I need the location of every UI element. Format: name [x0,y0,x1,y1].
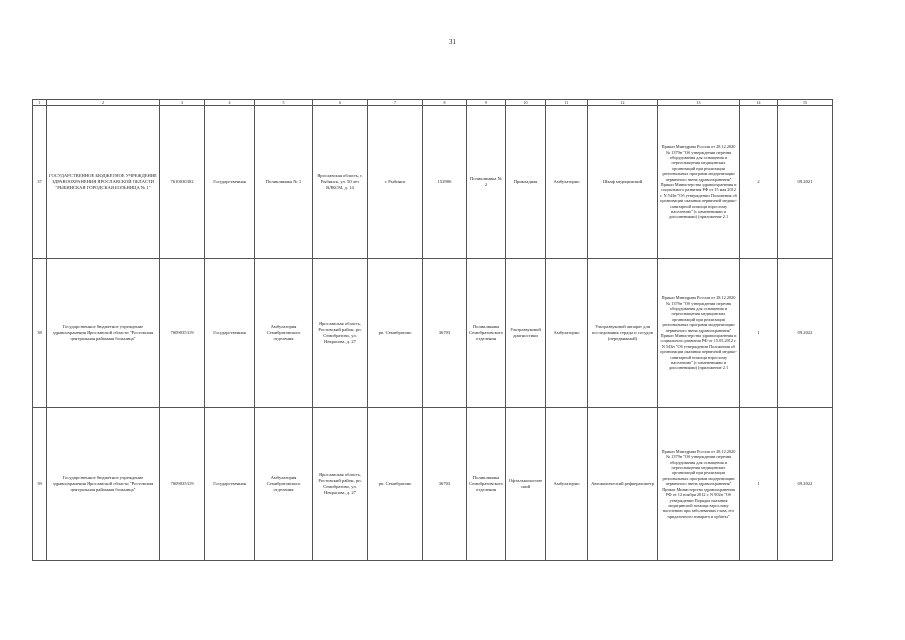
address: Ярославская область, Ростовский район, рп. Семибратово, ул. Некрасова, д. 27 [313,259,368,408]
profile: Прикладная [506,106,546,259]
profile: Ультразвуковой диагностики [506,259,546,408]
equipment-name: Ультразвуковой аппарат для исследования сердца и сосудов (передвижной) [588,259,658,408]
row-number: 37 [33,106,47,259]
row-number: 39 [33,408,47,561]
column-number: 4 [205,100,255,106]
locality-code: 152906 [423,106,467,259]
column-number: 9 [467,100,506,106]
delivery-date: 09.2021 [778,106,833,259]
inn: 7609035319 [160,408,205,561]
column-number: 5 [255,100,313,106]
profile: Офтальмологический [506,408,546,561]
care-conditions: Амбулаторно [546,106,588,259]
table-row [33,106,833,259]
column-number: 1 [33,100,47,106]
column-number: 12 [588,100,658,106]
table-row [33,408,833,561]
column-number: 13 [658,100,740,106]
ownership-form: Государственная [205,259,255,408]
column-number: 2 [47,100,160,106]
equipment-name: Автоматический рефкератометр [588,408,658,561]
table-row [33,259,833,408]
column-number: 14 [740,100,778,106]
department: Поликлиника Семибратовского отделения [467,259,506,408]
ownership-form: Государственная [205,408,255,561]
page-number: 31 [449,38,456,46]
unit-name: Амбулатория Семибратовского отделения [255,408,313,561]
column-number: 10 [506,100,546,106]
legal-basis: Приказ Минздрава России от 28.12.2020 № 1379н "Об утверждении перечня оборудования для оснащения и переоснащения медицинских организаций при реализации региональных программ модернизации первичного звена здравоохранения" Приказ Министерства здравоохранения РФ от 12 ноября 2012 г. N 902н "Об утверждении Порядка оказания медицинской помощи взрослому населению при заболеваниях глаза, его придаточного аппарата и орбиты" [658,408,740,561]
delivery-date: 09.2022 [778,259,833,408]
equipment-name: Шкаф медицинский [588,106,658,259]
care-conditions: Амбулаторно [546,259,588,408]
organization-name: Государственное бюджетное учреждение здравоохранения Ярославской области "Ростовская центральная районная больница" [47,408,160,561]
inn: 7610030302 [160,106,205,259]
column-number: 3 [160,100,205,106]
delivery-date: 09.2022 [778,408,833,561]
organization-name: ГОСУДАРСТВЕННОЕ БЮДЖЕТНОЕ УЧРЕЖДЕНИЕ ЗДРАВООХРАНЕНИЯ ЯРОСЛАВСКОЙ ОБЛАСТИ "РЫБИНСКАЯ ГОРОДСКАЯ БОЛЬНИЦА № 1" [47,106,160,259]
quantity: 1 [740,259,778,408]
care-conditions: Амбулаторно [546,408,588,561]
department: Поликлиника Семибратовского отделения [467,408,506,561]
column-number: 6 [313,100,368,106]
column-number: 8 [423,100,467,106]
locality-code: 36703 [423,259,467,408]
inn: 7609035319 [160,259,205,408]
legal-basis: Приказ Минздрава России от 28.12.2020 № 1379н "Об утверждении перечня оборудования для оснащения и переоснащения медицинских организаций при реализации региональных программ модернизации первичного звена здравоохранения" Приказ Министерства здравоохранения и социального развития РФ от 15.05.2012 г. N 543н "Об утверждении Положения об организации оказания первичной медико-санитарной помощи взрослому населению" (с изменениями и дополнениями) (приложение 2.1 [658,259,740,408]
quantity: 1 [740,408,778,561]
locality: г. Рыбинск [368,106,423,259]
column-number: 7 [368,100,423,106]
address: Ярославская область, г. Рыбинск, ул. 50 лет ВЛКСМ, д. 14 [313,106,368,259]
address: Ярославская область, Ростовский район, рп. Семибратово, ул. Некрасова, д. 27 [313,408,368,561]
unit-name: Поликлиника № 1 [255,106,313,259]
locality: рп. Семибратово [368,408,423,561]
locality: рп. Семибратово [368,259,423,408]
locality-code: 36703 [423,408,467,561]
column-number: 15 [778,100,833,106]
ownership-form: Государственная [205,106,255,259]
organization-name: Государственное бюджетное учреждение здравоохранения Ярославской области "Ростовская центральная районная больница" [47,259,160,408]
quantity: 2 [740,106,778,259]
unit-name: Амбулатория Семибратовского отделения [255,259,313,408]
equipment-table [32,99,833,561]
column-number: 11 [546,100,588,106]
department: Поликлиника № 2 [467,106,506,259]
legal-basis: Приказ Минздрава России от 28.12.2020 № 1379н "Об утверждении перечня оборудования для оснащения и переоснащения медицинских организаций при реализации региональных программ модернизации первичного звена здравоохранения" Приказ Министерства здравоохранения и социального развития РФ от 15 мая 2012 г. N 543н "Об утверждении Положения об организации оказания первичной медико-санитарной помощи взрослому населению" (с изменениями и дополнениями) (приложение 2.1 [658,106,740,259]
row-number: 38 [33,259,47,408]
